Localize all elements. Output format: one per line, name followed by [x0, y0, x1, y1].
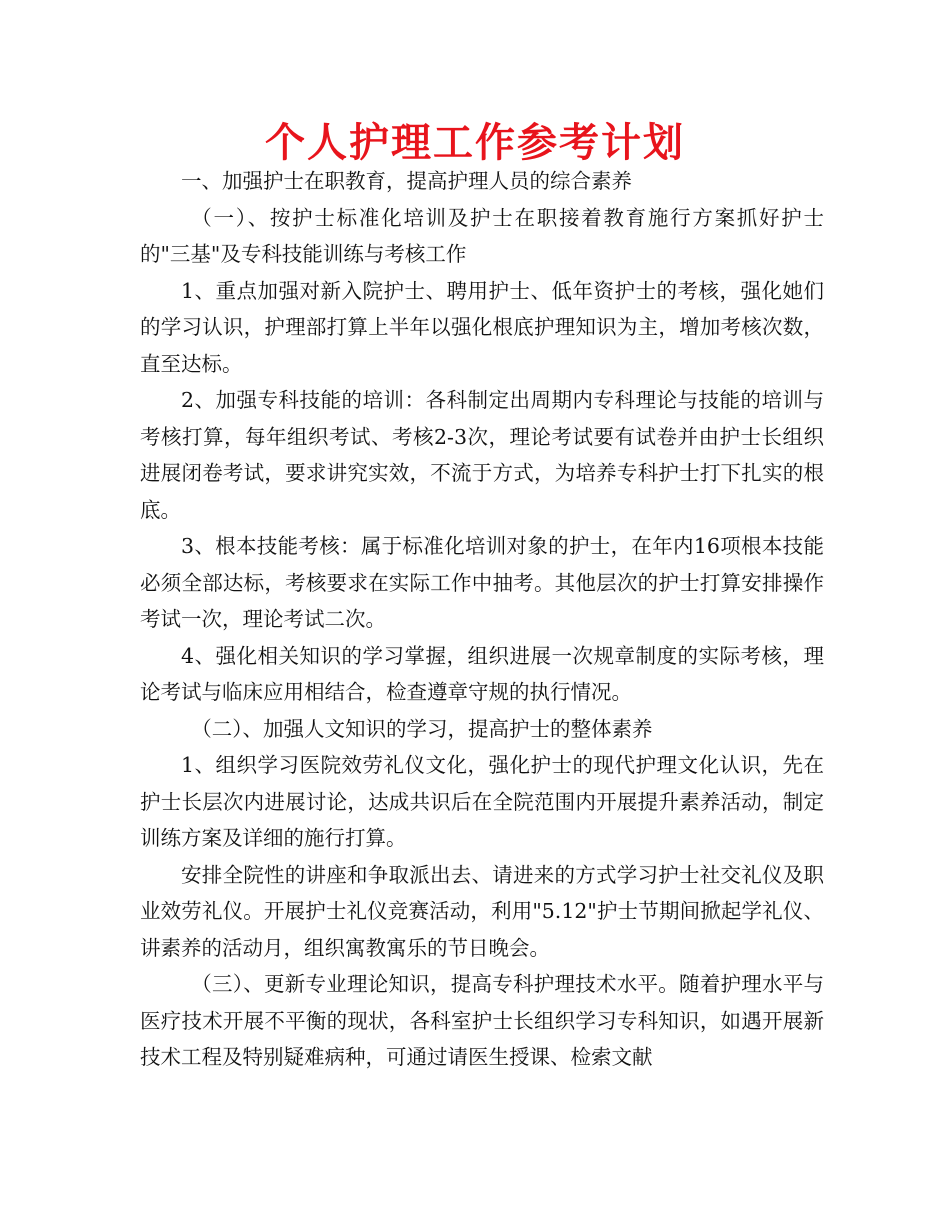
subsection-paragraph: （三）、更新专业理论知识，提高专科护理技术水平。随着护理水平与医疗技术开展不平衡的现状，各科室护士长组织学习专科知识，如遇开展新技术工程及特别疑难病种，可通过请医生授课、检索文献 — [140, 972, 824, 1069]
body-paragraph: 2、加强专科技能的培训：各科制定出周期内专科理论与技能的培训与考核打算，每年组织考试、考核2-3次，理论考试要有试卷并由护士长组织进展闭卷考试，要求讲究实效，不流于方式，为培养专科护士打下扎实的根底。 — [140, 388, 824, 522]
subsection-heading: （二）、加强人文知识的学习，提高护士的整体素养 — [191, 716, 653, 741]
section-heading: 一、加强护士在职教育，提高护理人员的综合素养 — [181, 169, 632, 193]
subsection-heading: （一）、按护士标准化培训及护士在职接着教育施行方案抓好护士的"三基"及专科技能训练与考核工作 — [140, 205, 824, 266]
body-paragraph: 安排全院性的讲座和争取派出去、请进来的方式学习护士社交礼仪及职业效劳礼仪。开展护士礼仪竞赛活动，利用"5.12"护士节期间掀起学礼仪、讲素养的活动月，组织寓教寓乐的节日晚会。 — [140, 862, 824, 960]
body-paragraph: 1、组织学习医院效劳礼仪文化，强化护士的现代护理文化认识，先在护士长层次内进展讨论，达成共识后在全院范围内开展提升素养活动，制定训练方案及详细的施行打算。 — [140, 753, 824, 850]
document-body — [140, 163, 824, 1076]
body-paragraph: 3、根本技能考核：属于标准化培训对象的护士，在年内16项根本技能必须全部达标，考核要求在实际工作中抽考。其他层次的护士打算安排操作考试一次，理论考试二次。 — [140, 534, 824, 631]
body-paragraph: 1、重点加强对新入院护士、聘用护士、低年资护士的考核，强化她们的学习认识，护理部打算上半年以强化根底护理知识为主，增加考核次数，直至达标。 — [140, 278, 824, 376]
body-paragraph: 4、强化相关知识的学习掌握，组织进展一次规章制度的实际考核，理论考试与临床应用相结合，检查遵章守规的执行情况。 — [140, 643, 824, 704]
document-title: 个人护理工作参考计划 — [265, 120, 685, 166]
